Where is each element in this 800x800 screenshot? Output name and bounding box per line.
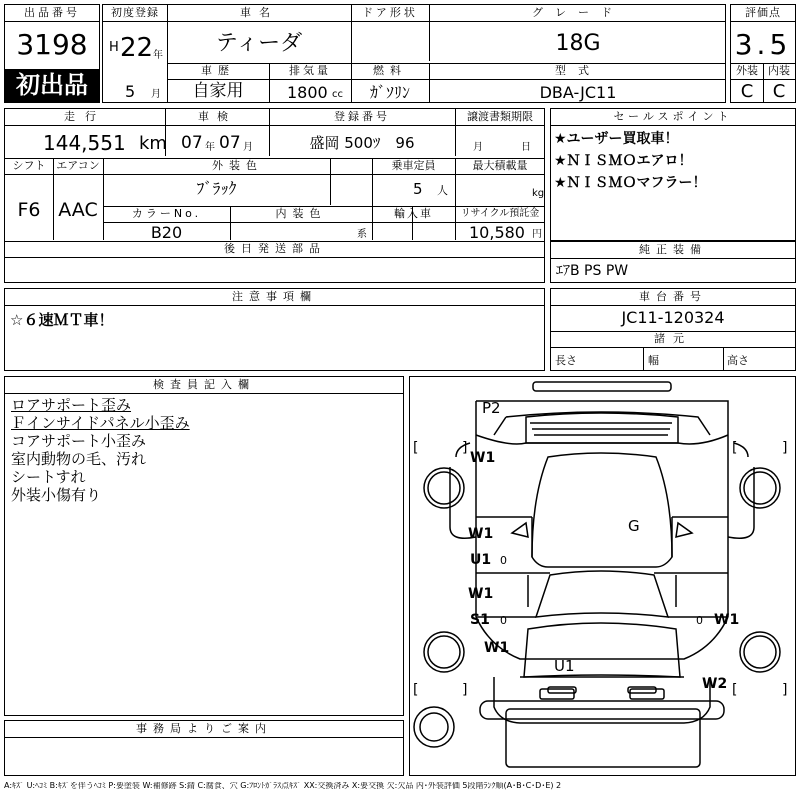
bracket-left-bottom-open: [: [413, 682, 419, 698]
damage-mark: W2: [702, 676, 728, 692]
zero-mark: 0: [696, 614, 703, 627]
model-value: DBA-JC11: [539, 83, 617, 102]
shift-header: シフト: [12, 159, 46, 172]
inspector-header: 検査員記入欄: [153, 378, 255, 391]
registration-header: 初度登録: [111, 6, 159, 19]
notes-box: [4, 288, 545, 371]
dimensions-header: 諸元: [654, 332, 692, 345]
interior-score-header: 内装: [768, 64, 790, 77]
damage-mark: S1: [470, 612, 490, 628]
later-parts-header: 後日発送部品: [224, 242, 326, 255]
vehicle-main-grid: [102, 4, 726, 103]
interior-color-unit: 系: [357, 229, 367, 240]
chassis-value: JC11-120324: [621, 308, 725, 327]
displacement-header: 排気量: [289, 64, 331, 77]
equipment-value: ｴｱB PS PW: [556, 263, 629, 279]
dimension-height-label: 高さ: [727, 354, 749, 367]
grade-value: 18G: [555, 31, 601, 56]
history-header: 車歴: [201, 64, 235, 77]
inspector-notes-box: [4, 376, 404, 716]
dimension-width-label: 幅: [648, 354, 659, 367]
inspection-year-unit: 年: [205, 142, 215, 153]
sales-point-item: ★ユーザー買取車！: [554, 131, 679, 147]
registration-year-unit: 年: [153, 50, 163, 61]
damage-mark: G: [628, 517, 640, 535]
office-box: [4, 720, 404, 776]
capacity-value: 5: [413, 180, 423, 198]
inspector-line: 室内動物の毛、汚れ: [11, 450, 147, 468]
office-header: 事務局よりご案内: [136, 722, 272, 735]
max-load-header: 最大積載量: [472, 159, 528, 172]
aircon-header: エアコン: [56, 159, 100, 172]
damage-mark: U1: [554, 657, 575, 675]
bracket-right-top-open: [: [732, 440, 738, 456]
damage-mark: W1: [470, 450, 496, 466]
lot-number-header: 出品番号: [24, 6, 80, 19]
registration-era: H: [109, 40, 119, 55]
grade-header: グレード: [532, 6, 624, 19]
inspector-line: ロアサポート歪み: [11, 396, 132, 414]
color-no-header: カラーNo.: [131, 207, 202, 220]
score-header: 評価点: [745, 6, 781, 19]
exterior-score-header: 外装: [736, 64, 758, 77]
car-name-header: 車名: [240, 6, 278, 19]
inspection-month: 07: [219, 133, 241, 153]
damage-mark: U1: [470, 552, 492, 568]
history-value: 自家用: [192, 81, 244, 101]
mileage-unit: km: [139, 133, 167, 154]
interior-score: C: [772, 81, 786, 102]
zero-mark: 0: [500, 554, 507, 567]
first-listing-badge: 初出品: [5, 69, 99, 102]
sales-point-header: セールスポイント: [613, 110, 733, 123]
shift-value: F6: [17, 199, 41, 221]
model-header: 型式: [555, 64, 601, 77]
color-no-value: B20: [150, 223, 183, 242]
recycle-value: 10,580: [469, 223, 525, 242]
mileage-value: 144,551: [43, 131, 126, 155]
notes-value: ☆６速ＭＴ車！: [10, 311, 114, 329]
score-cell: [730, 4, 796, 103]
fuel-value: ｶﾞｿﾘﾝ: [369, 83, 410, 102]
transfer-docs-header: 譲渡書類期限: [467, 110, 533, 123]
equipment-box: [550, 241, 796, 283]
damage-mark: P2: [482, 399, 501, 417]
damage-diagram: [409, 376, 796, 776]
import-header: 輸入車: [394, 207, 433, 220]
damage-mark: W1: [484, 640, 510, 656]
bracket-left-top-close: ]: [462, 440, 468, 456]
bracket-right-top-close: ]: [782, 440, 788, 456]
inspector-line: Ｆインサイドパネル小歪み: [11, 414, 190, 432]
plate-header: 登録番号: [334, 110, 390, 123]
damage-mark: W1: [468, 526, 494, 542]
inspection-month-unit: 月: [243, 142, 253, 153]
plate-value: 盛岡 500ﾂ 96: [309, 134, 415, 152]
inspector-line: 外装小傷有り: [11, 486, 102, 504]
transfer-docs-day-unit: 日: [521, 142, 531, 153]
registration-month-unit: 月: [151, 89, 161, 100]
car-name: ティーダ: [215, 31, 303, 56]
sales-point-item: ★ＮＩＳＭＯマフラー！: [554, 175, 707, 191]
sales-point-item: ★ＮＩＳＭＯエアロ！: [554, 153, 693, 169]
registration-year: 22: [120, 33, 154, 63]
mileage-header: 走行: [64, 110, 106, 123]
car-diagram-svg: [410, 377, 795, 775]
bracket-right-bottom-close: ]: [782, 682, 788, 698]
sales-point-box: [550, 108, 796, 241]
recycle-unit: 円: [532, 229, 542, 240]
legend-text: A:ｷｽﾞ U:ﾍｺﾐ B:ｷｽﾞを伴うﾍｺﾐ P:要塗装 W:補修跡 S:錆 C:腐食、穴 G:ﾌﾛﾝﾄｶﾞﾗｽ点ｷｽﾞ XX:交換済み X:要交換 欠:欠品 内･外装評価 5段階ﾗﾝｸ順(A･B･C･D･E) 2: [4, 782, 562, 790]
transfer-docs-month-unit: 月: [473, 142, 483, 153]
exterior-color-value: ﾌﾞﾗｯｸ: [196, 179, 237, 198]
max-load-unit: kg: [532, 188, 545, 199]
displacement-value: 1800: [287, 83, 328, 102]
chassis-box: [550, 288, 796, 371]
damage-mark: W1: [468, 586, 494, 602]
chassis-header: 車台番号: [639, 290, 707, 303]
door-header: ドア形状: [362, 6, 418, 19]
recycle-header: リサイクル預託金: [460, 208, 540, 219]
inspection-header: 車検: [198, 110, 236, 123]
capacity-header: 乗車定員: [391, 159, 436, 172]
interior-color-header: 内装色: [275, 207, 327, 220]
fuel-header: 燃料: [373, 64, 407, 77]
score-value: 3.5: [734, 28, 792, 61]
registration-month: 5: [125, 82, 136, 101]
bracket-left-top-open: [: [413, 440, 419, 456]
exterior-color-header: 外装色: [212, 159, 263, 172]
aircon-value: AAC: [58, 199, 98, 221]
inspector-line: コアサポート小歪み: [11, 432, 147, 450]
displacement-unit: cc: [332, 89, 343, 100]
inspection-year: 07: [181, 133, 203, 153]
details-grid: [4, 108, 545, 283]
notes-header: 注意事項欄: [232, 290, 317, 303]
inspector-line: シートすれ: [11, 468, 86, 486]
lot-number: 3198: [16, 28, 88, 61]
top-info-table: [4, 4, 796, 103]
lot-number-cell: [4, 4, 100, 103]
damage-mark: W1: [714, 612, 740, 628]
dimension-length-label: 長さ: [555, 354, 577, 367]
bracket-right-bottom-open: [: [732, 682, 738, 698]
zero-mark: 0: [500, 614, 507, 627]
capacity-unit: 人: [437, 184, 448, 197]
exterior-score: C: [740, 81, 754, 102]
bracket-left-bottom-close: ]: [462, 682, 468, 698]
equipment-header: 純正装備: [639, 243, 707, 256]
